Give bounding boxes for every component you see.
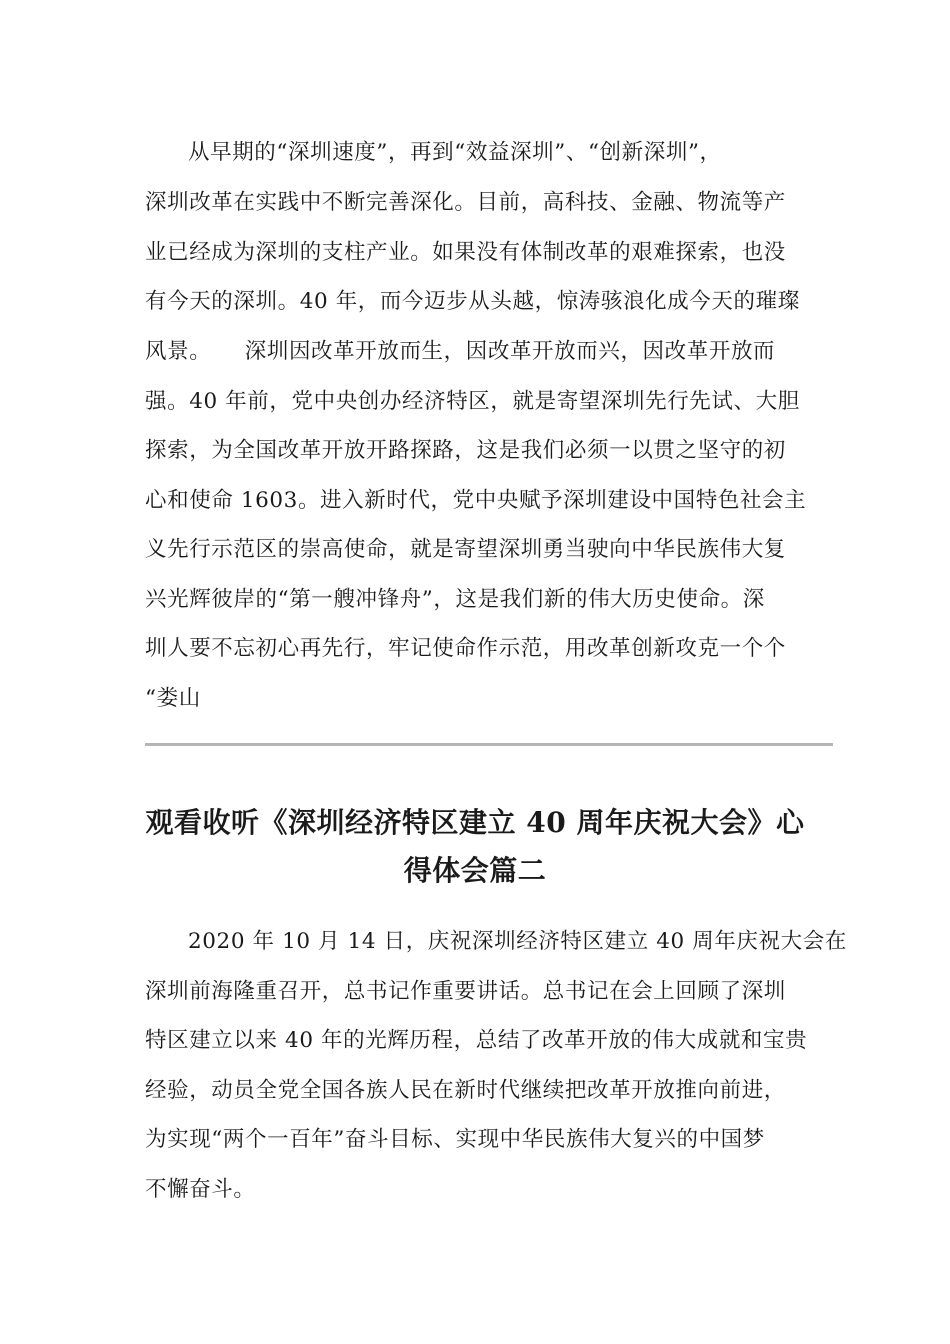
paragraph-line: 不懈奋斗。 (145, 1177, 256, 1202)
paragraph-line: 兴光辉彼岸的“第一艘冲锋舟”，这是我们新的伟大历史使命。深 (145, 587, 765, 612)
section-title-line-2: 得体会篇二 (403, 854, 547, 887)
paragraph-line: 有今天的深圳。40 年，而今迈步从头越，惊涛骇浪化成今天的璀璨 (145, 289, 800, 314)
paragraph-line: 强。40 年前，党中央创办经济特区，就是寄望深圳先行先试、大胆 (145, 389, 800, 414)
paragraph-line: 业已经成为深圳的支柱产业。如果没有体制改革的艰难探索，也没 (145, 240, 786, 265)
paragraph-line: 风景。 深圳因改革开放而生，因改革开放而兴，因改革开放而 (145, 339, 776, 364)
paragraph-line: 特区建立以来 40 年的光辉历程，总结了改革开放的伟大成就和宝贵 (145, 1028, 808, 1053)
section-title-line-1: 观看收听《深圳经济特区建立 40 周年庆祝大会》心 (145, 806, 805, 839)
paragraph-line: 心和使命 1603。进入新时代，党中央赋予深圳建设中国特色社会主 (145, 488, 807, 513)
section-divider (145, 743, 833, 746)
paragraph-line: 2020 年 10 月 14 日，庆祝深圳经济特区建立 40 周年庆祝大会在 (188, 929, 847, 954)
paragraph-line: 深圳前海隆重召开，总书记作重要讲话。总书记在会上回顾了深圳 (145, 979, 786, 1004)
paragraph-line: “娄山 (145, 686, 201, 711)
paragraph-line: 从早期的“深圳速度”，再到“效益深圳”、“创新深圳”， (188, 140, 722, 165)
paragraph-line: 为实现“两个一百年”奋斗目标、实现中华民族伟大复兴的中国梦 (145, 1127, 765, 1152)
paragraph-line: 深圳改革在实践中不断完善深化。目前，高科技、金融、物流等产 (145, 190, 786, 215)
paragraph-line: 经验，动员全党全国各族人民在新时代继续把改革开放推向前进， (145, 1078, 786, 1103)
paragraph-line: 探索，为全国改革开放开路探路，这是我们必须一以贯之坚守的初 (145, 438, 786, 463)
paragraph-line: 义先行示范区的崇高使命，就是寄望深圳勇当驶向中华民族伟大复 (145, 537, 786, 562)
paragraph-line: 圳人要不忘初心再先行，牢记使命作示范，用改革创新攻克一个个 (145, 636, 786, 661)
